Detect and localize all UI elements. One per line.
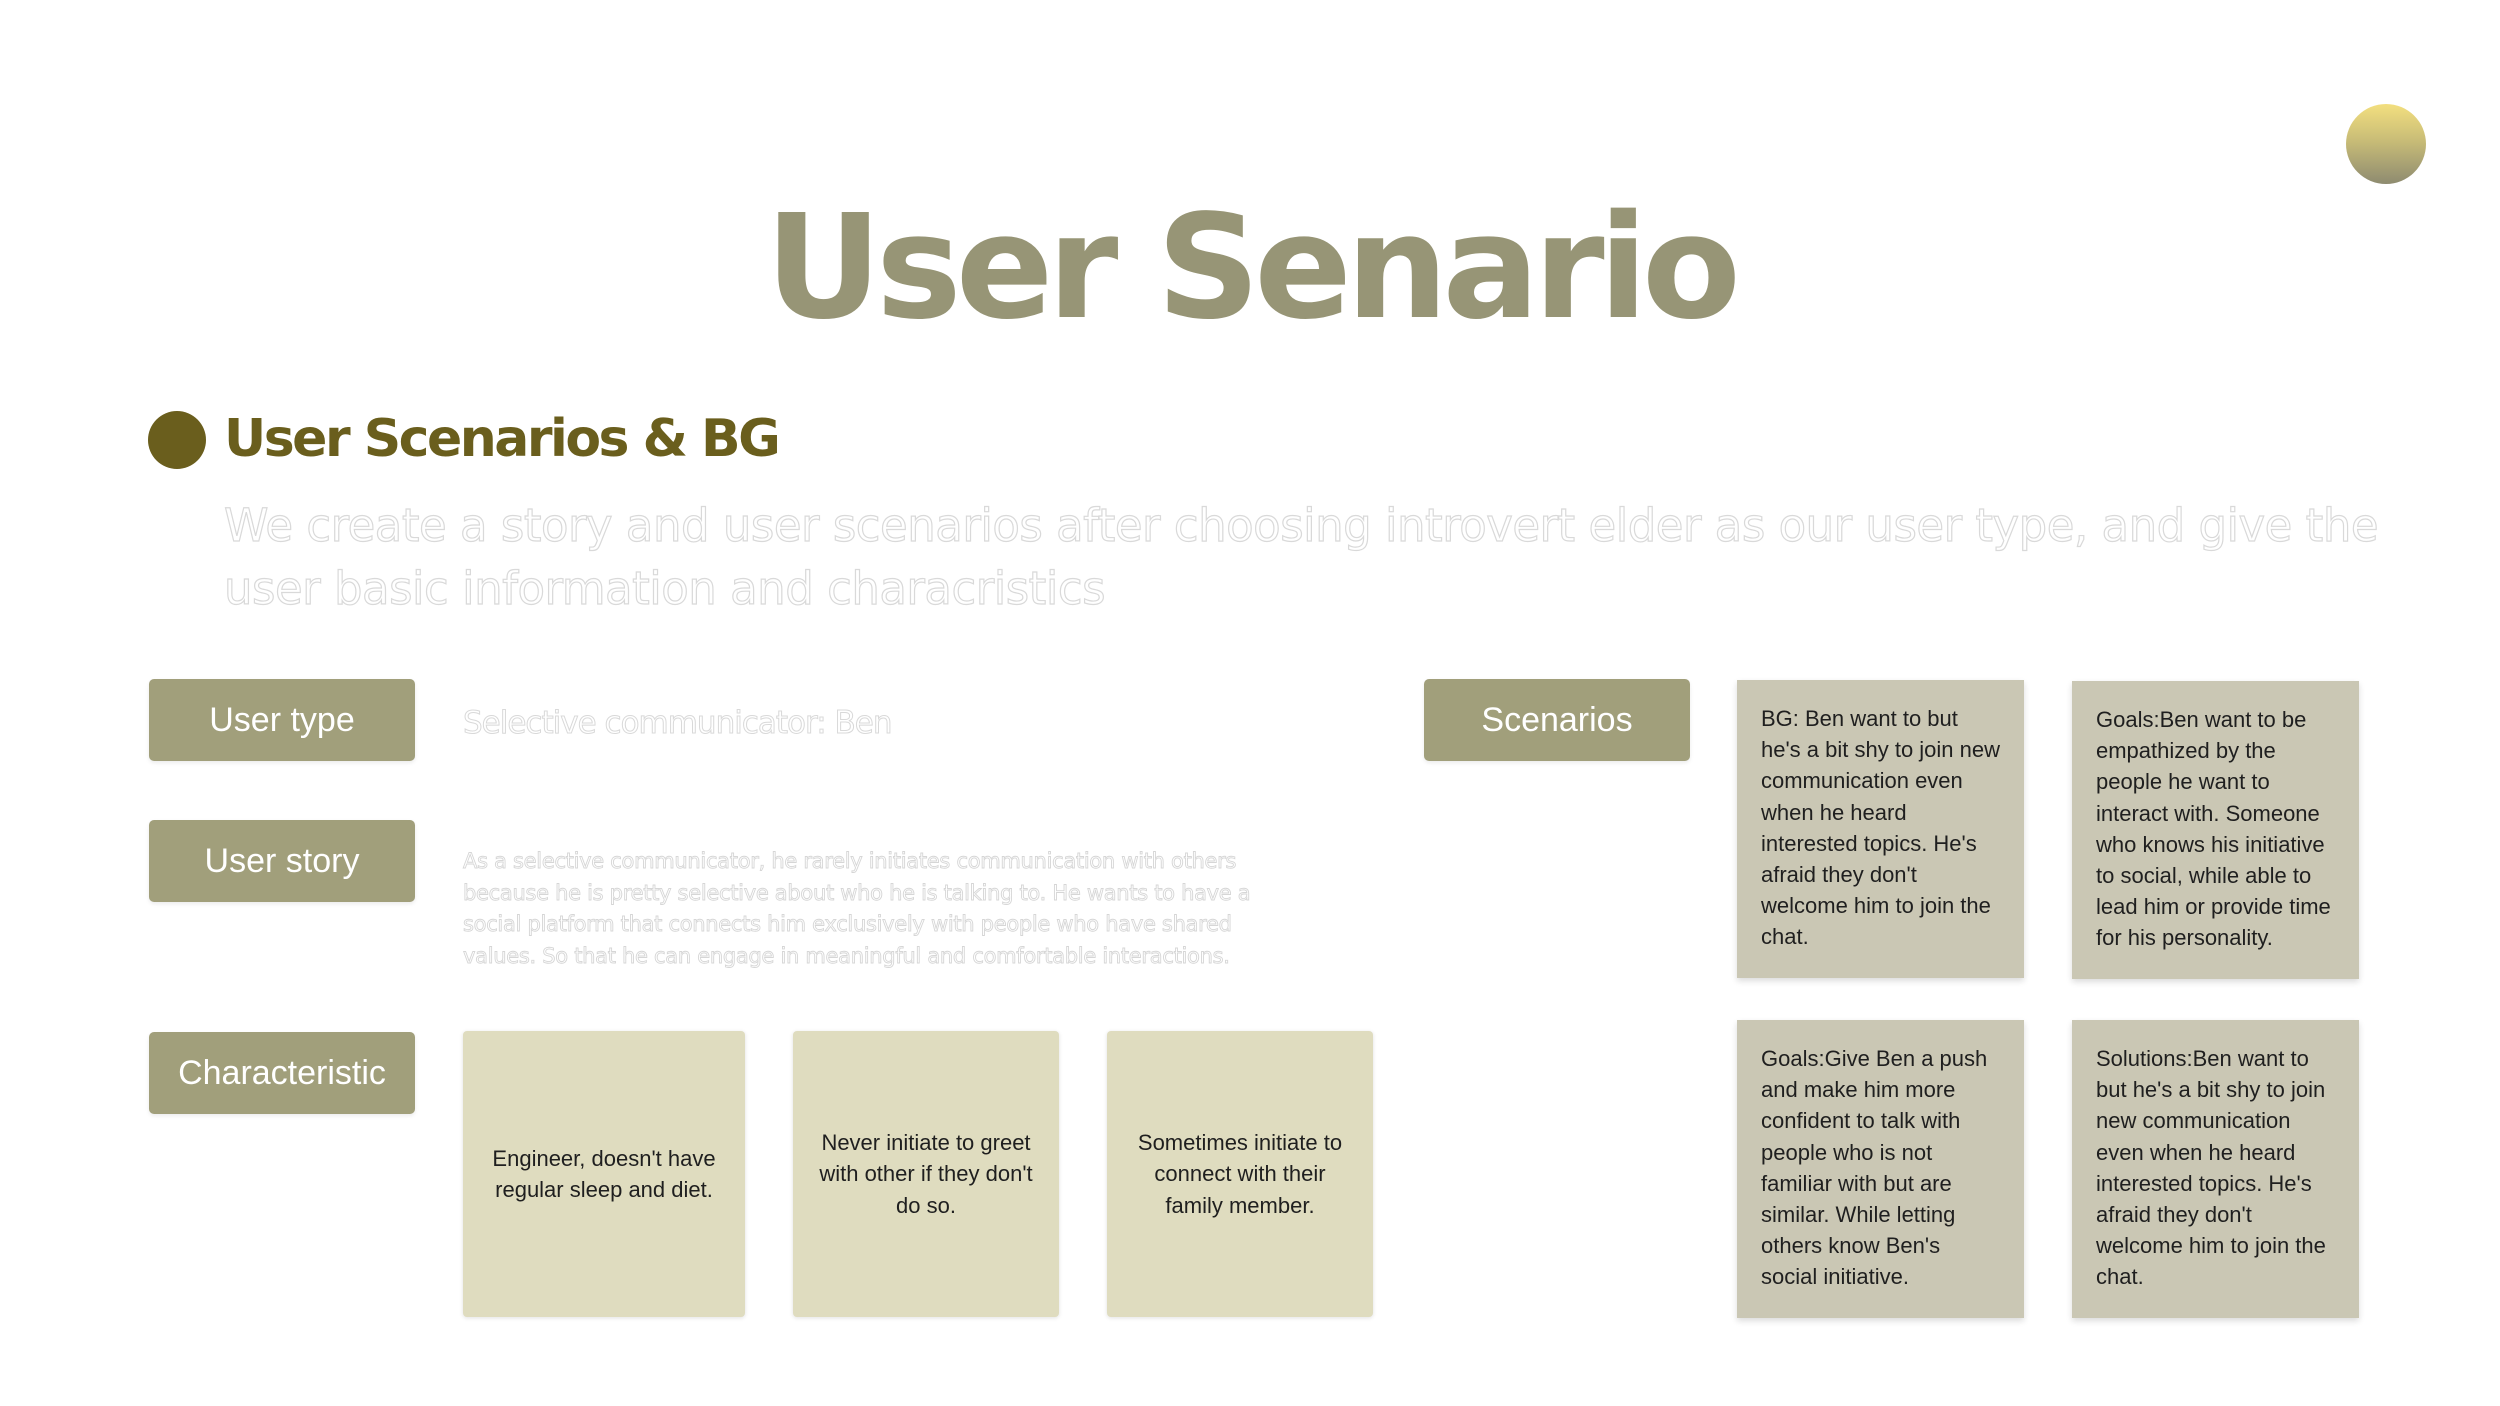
characteristic-text: Engineer, doesn't have regular sleep and diet. <box>492 1145 716 1202</box>
characteristic-text: Sometimes initiate to connect with their family member. <box>1137 1129 1343 1218</box>
characteristic-card <box>463 1031 745 1317</box>
scenario-text: Goals:Give Ben a push and make him more confident to talk with people who is not familiar with but are similar. While letting others know Ben's social initiative. <box>1761 1046 1988 1290</box>
scenario-card-solutions <box>2072 1020 2359 1318</box>
user-type-label: User type <box>149 679 415 761</box>
scenario-text: Solutions:Ben want to but he's a bit shy to join new communication even when he heard interested topics. He's afraid they don't welcome him to join the chat. <box>2096 1046 2326 1290</box>
section-intro-text: We create a story and user scenarios after choosing introvert elder as our user type, and give the user basic information and characristics <box>224 499 2379 615</box>
characteristic-label: Characteristic <box>149 1032 415 1114</box>
characteristic-card <box>1107 1031 1373 1317</box>
scenarios-label: Scenarios <box>1424 679 1690 761</box>
characteristic-card <box>793 1031 1059 1317</box>
section-title: User Scenarios & BG <box>224 409 779 469</box>
page-title: User Senario <box>765 183 1735 351</box>
scenario-card-goals <box>2072 681 2359 979</box>
scenario-text: Goals:Ben want to be empathized by the people he want to interact with. Someone who knows his initiative to social, while able to lead him or provide time for his personality. <box>2096 707 2331 951</box>
user-type-value: Selective communicator: Ben <box>463 705 892 741</box>
scenario-text: BG: Ben want to but he's a bit shy to join new communication even when he heard interested topics. He's afraid they don't welcome him to join the chat. <box>1761 706 2001 950</box>
decorative-orb <box>2346 104 2426 184</box>
user-story-text: As a selective communicator, he rarely initiates communication with others because he is pretty selective about who he is talking to. He wants to have a social platform that connects him exclusively with people who have shared values. So that he can engage in meaningful and comfortable interactions. <box>463 849 1251 968</box>
user-story-label: User story <box>149 820 415 902</box>
characteristic-text: Never initiate to greet with other if they don't do so. <box>819 1129 1033 1218</box>
scenario-card-goals-push <box>1737 1020 2024 1318</box>
scenario-card-bg <box>1737 680 2024 978</box>
section-bullet-dot <box>148 411 206 469</box>
